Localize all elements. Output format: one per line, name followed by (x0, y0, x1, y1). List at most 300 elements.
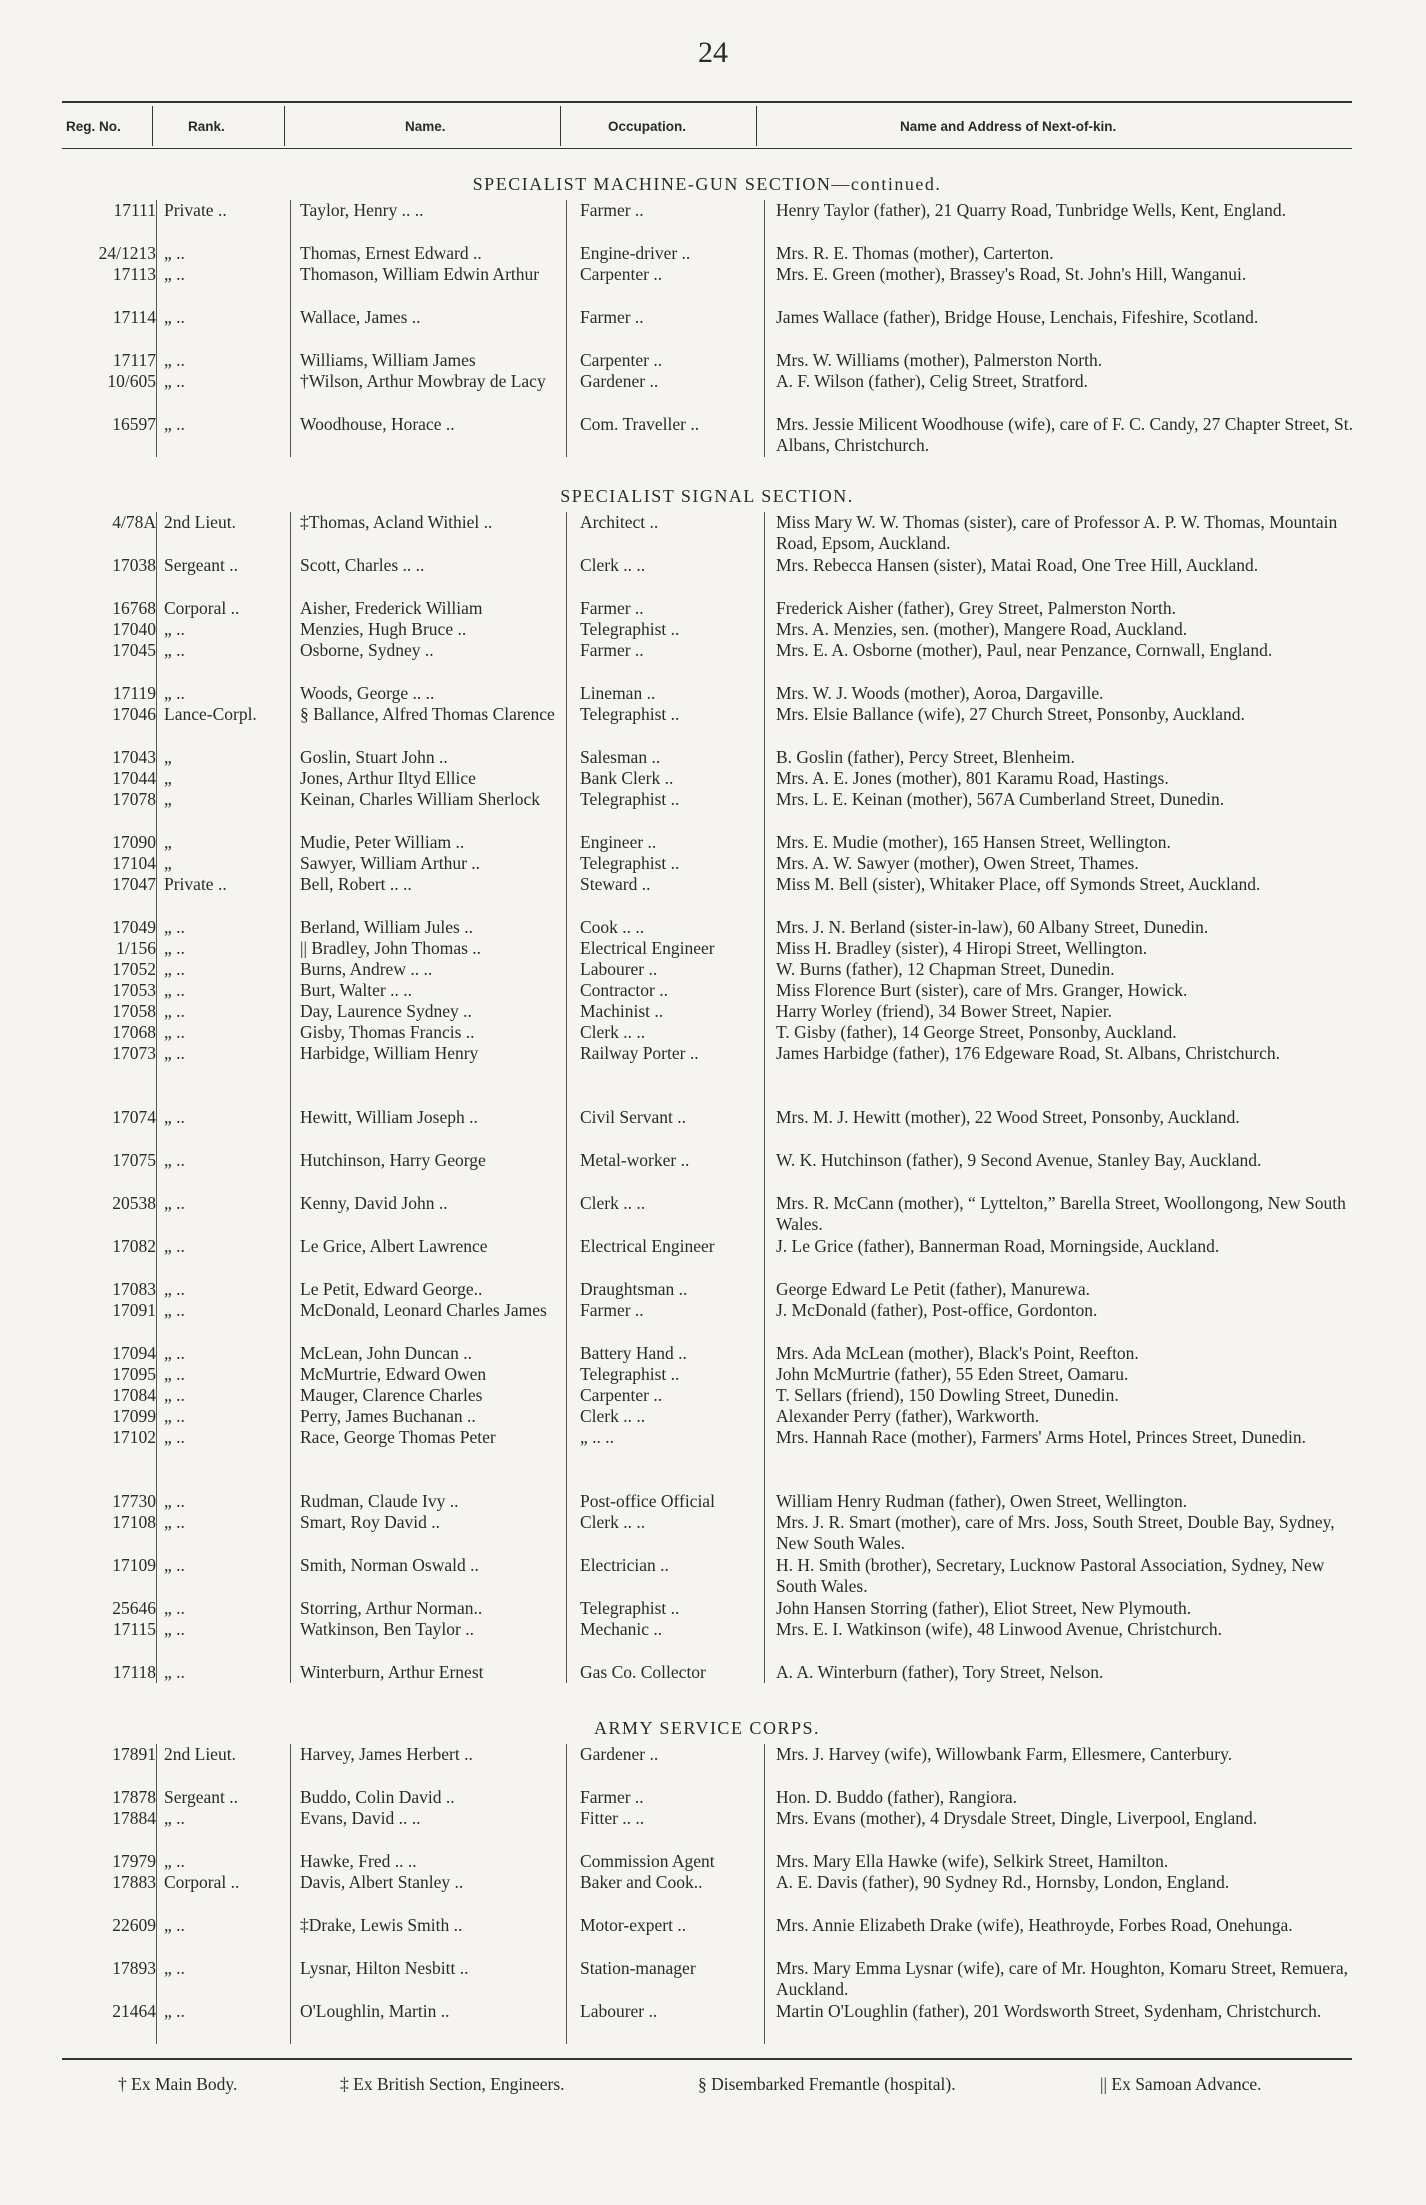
column-divider (156, 200, 157, 457)
table-row (0, 598, 1352, 619)
next-of-kin-cell: J. McDonald (father), Post-office, Gordonton. (776, 1300, 1098, 1320)
rank-cell: 2nd Lieut. (164, 1744, 236, 1764)
reg-no-cell: 17044 (112, 768, 156, 788)
next-of-kin-cell: A. F. Wilson (father), Celig Street, Stratford. (776, 371, 1089, 391)
occupation-cell: Telegraphist .. (580, 1598, 680, 1618)
table-row (0, 1364, 1352, 1385)
reg-no-cell: 21464 (112, 2001, 156, 2021)
reg-no-cell: 17058 (112, 1001, 156, 1021)
table-row (0, 1193, 1352, 1236)
next-of-kin-cell: James Wallace (father), Bridge House, Lenchais, Fifeshire, Scotland. (776, 307, 1259, 327)
name-cell: Winterburn, Arthur Ernest (300, 1662, 484, 1682)
next-of-kin-cell: Miss Florence Burt (sister), care of Mrs. Granger, Howick. (776, 980, 1188, 1000)
table-row (0, 1300, 1352, 1343)
reg-no-cell: 17114 (112, 307, 156, 327)
table-row (0, 747, 1352, 768)
reg-no-cell: 17979 (112, 1851, 156, 1871)
next-of-kin-cell: Mrs. Hannah Race (mother), Farmers' Arms Hotel, Princes Street, Dunedin. (776, 1427, 1306, 1447)
section-body (0, 200, 1352, 457)
table-row (0, 1491, 1352, 1512)
rank-cell: „ (164, 853, 172, 873)
occupation-cell: Architect .. (580, 512, 659, 532)
next-of-kin-cell: John Hansen Storring (father), Eliot Street, New Plymouth. (776, 1598, 1192, 1618)
column-divider (764, 1744, 765, 2044)
column-divider (756, 106, 757, 146)
footnote-rule (62, 2058, 1352, 2060)
reg-no-cell: 17082 (112, 1236, 156, 1256)
rank-cell: „ (164, 789, 172, 809)
next-of-kin-cell: Mrs. J. N. Berland (sister-in-law), 60 Albany Street, Dunedin. (776, 917, 1209, 937)
table-row (0, 1619, 1352, 1662)
occupation-cell: Labourer .. (580, 2001, 658, 2021)
table-row (0, 1279, 1352, 1300)
table-row (0, 307, 1352, 350)
rank-cell: „ .. (164, 2001, 185, 2021)
reg-no-cell: 17078 (112, 789, 156, 809)
occupation-cell: Telegraphist .. (580, 1364, 680, 1384)
section-title: ARMY SERVICE CORPS. (594, 1718, 820, 1738)
occupation-cell: Carpenter .. (580, 264, 663, 284)
next-of-kin-cell: Mrs. Mary Ella Hawke (wife), Selkirk Street, Hamilton. (776, 1851, 1169, 1871)
occupation-cell: Commission Agent (580, 1851, 715, 1871)
reg-no-cell: 17047 (112, 874, 156, 894)
name-cell: Perry, James Buchanan .. (300, 1406, 476, 1426)
next-of-kin-cell: Mrs. E. I. Watkinson (wife), 48 Linwood Avenue, Christchurch. (776, 1619, 1223, 1639)
reg-no-cell: 17883 (112, 1872, 156, 1892)
name-cell: Race, George Thomas Peter (300, 1427, 496, 1447)
rank-cell: „ .. (164, 1300, 185, 1320)
reg-no-cell: 22609 (112, 1915, 156, 1935)
reg-no-cell: 25646 (112, 1598, 156, 1618)
occupation-cell: Engine-driver .. (580, 243, 691, 263)
reg-no-cell: 17893 (112, 1958, 156, 1978)
next-of-kin-cell: Mrs. R. McCann (mother), “ Lyttelton,” Barella Street, Woollongong, New South Wales. (776, 1193, 1346, 1234)
next-of-kin-cell: Mrs. Mary Emma Lysnar (wife), care of Mr. Houghton, Komaru Street, Remuera, Auckland. (776, 1958, 1348, 1999)
table-row (0, 200, 1352, 243)
table-row (0, 1406, 1352, 1427)
reg-no-cell: 17052 (112, 959, 156, 979)
rank-cell: „ .. (164, 350, 185, 370)
reg-no-cell: 17119 (112, 683, 156, 703)
table-row (0, 1343, 1352, 1364)
table-row (0, 1872, 1352, 1915)
rank-cell: „ .. (164, 414, 185, 434)
rank-cell: „ .. (164, 1619, 185, 1639)
header-top-rule (62, 101, 1352, 103)
rank-cell: Sergeant .. (164, 1787, 239, 1807)
rank-cell: „ .. (164, 980, 185, 1000)
table-row (0, 1787, 1352, 1808)
table-row (0, 512, 1352, 555)
name-cell: Le Petit, Edward George.. (300, 1279, 483, 1299)
occupation-cell: Machinist .. (580, 1001, 664, 1021)
next-of-kin-cell: Mrs. Elsie Ballance (wife), 27 Church Street, Ponsonby, Auckland. (776, 704, 1245, 724)
next-of-kin-cell: A. A. Winterburn (father), Tory Street, Nelson. (776, 1662, 1104, 1682)
next-of-kin-cell: John McMurtrie (father), 55 Eden Street, Oamaru. (776, 1364, 1129, 1384)
name-cell: McDonald, Leonard Charles James (300, 1300, 547, 1320)
table-row (0, 938, 1352, 959)
name-cell: Le Grice, Albert Lawrence (300, 1236, 488, 1256)
section-body (0, 1744, 1352, 2044)
rank-cell: „ .. (164, 1851, 185, 1871)
table-row (0, 1427, 1352, 1491)
next-of-kin-cell: Miss H. Bradley (sister), 4 Hiropi Street, Wellington. (776, 938, 1148, 958)
next-of-kin-cell: Hon. D. Buddo (father), Rangiora. (776, 1787, 1018, 1807)
rank-cell: „ (164, 832, 172, 852)
rank-cell: „ .. (164, 1279, 185, 1299)
next-of-kin-cell: Mrs. E. A. Osborne (mother), Paul, near Penzance, Cornwall, England. (776, 640, 1273, 660)
rank-cell: „ .. (164, 1385, 185, 1405)
reg-no-cell: 17046 (112, 704, 156, 724)
table-row (0, 704, 1352, 747)
occupation-cell: Farmer .. (580, 200, 644, 220)
column-divider (566, 512, 567, 1683)
name-cell: ‡Thomas, Acland Withiel .. (300, 512, 493, 532)
reg-no-cell: 16597 (112, 414, 156, 434)
name-cell: Hewitt, William Joseph .. (300, 1107, 478, 1127)
table-row (0, 832, 1352, 853)
next-of-kin-cell: Mrs. E. Green (mother), Brassey's Road, St. John's Hill, Wanganui. (776, 264, 1247, 284)
table-row (0, 1022, 1352, 1043)
table-row (0, 768, 1352, 789)
occupation-cell: Farmer .. (580, 1300, 644, 1320)
name-cell: Buddo, Colin David .. (300, 1787, 455, 1807)
reg-no-cell: 17730 (112, 1491, 156, 1511)
table-row (0, 1744, 1352, 1787)
reg-no-cell: 17038 (112, 555, 156, 575)
name-cell: Day, Laurence Sydney .. (300, 1001, 472, 1021)
next-of-kin-cell: H. H. Smith (brother), Secretary, Lucknow Pastoral Association, Sydney, New South Wales. (776, 1555, 1325, 1596)
occupation-cell: Metal-worker .. (580, 1150, 690, 1170)
reg-no-cell: 17099 (112, 1406, 156, 1426)
reg-no-cell: 17118 (112, 1662, 156, 1682)
reg-no-cell: 17878 (112, 1787, 156, 1807)
table-row (0, 1512, 1352, 1555)
column-header-occupation: Occupation. (608, 119, 687, 134)
rank-cell: „ .. (164, 683, 185, 703)
table-row (0, 414, 1352, 457)
next-of-kin-cell: A. E. Davis (father), 90 Sydney Rd., Hornsby, London, England. (776, 1872, 1230, 1892)
name-cell: || Bradley, John Thomas .. (300, 938, 482, 958)
next-of-kin-cell: T. Sellars (friend), 150 Dowling Street, Dunedin. (776, 1385, 1119, 1405)
reg-no-cell: 17108 (112, 1512, 156, 1532)
reg-no-cell: 17073 (112, 1043, 156, 1063)
table-row (0, 874, 1352, 917)
occupation-cell: Telegraphist .. (580, 853, 680, 873)
next-of-kin-cell: Mrs. A. E. Jones (mother), 801 Karamu Road, Hastings. (776, 768, 1169, 788)
name-cell: Burt, Walter .. .. (300, 980, 412, 1000)
occupation-cell: Engineer .. (580, 832, 657, 852)
reg-no-cell: 17043 (112, 747, 156, 767)
next-of-kin-cell: Mrs. M. J. Hewitt (mother), 22 Wood Street, Ponsonby, Auckland. (776, 1107, 1240, 1127)
next-of-kin-cell: Martin O'Loughlin (father), 201 Wordsworth Street, Sydenham, Christchurch. (776, 2001, 1322, 2021)
rank-cell: „ .. (164, 1555, 185, 1575)
rank-cell: Corporal .. (164, 598, 240, 618)
column-divider (152, 106, 153, 146)
name-cell: Taylor, Henry .. .. (300, 200, 424, 220)
column-divider (764, 200, 765, 457)
rank-cell: „ .. (164, 938, 185, 958)
column-divider (566, 200, 567, 457)
next-of-kin-cell: Mrs. J. Harvey (wife), Willowbank Farm, Ellesmere, Canterbury. (776, 1744, 1233, 1764)
section-title: SPECIALIST MACHINE-GUN SECTION—continued. (472, 174, 942, 194)
name-cell: Keinan, Charles William Sherlock (300, 789, 541, 809)
table-row (0, 853, 1352, 874)
reg-no-cell: 17109 (112, 1555, 156, 1575)
table-row (0, 1150, 1352, 1193)
occupation-cell: Draughtsman .. (580, 1279, 688, 1299)
name-cell: Osborne, Sydney .. (300, 640, 434, 660)
footnote-fremantle: § Disembarked Fremantle (hospital). (698, 2074, 956, 2094)
occupation-cell: Gas Co. Collector (580, 1662, 706, 1682)
header-bottom-rule (62, 148, 1352, 149)
rank-cell: „ .. (164, 1043, 185, 1063)
next-of-kin-cell: W. Burns (father), 12 Chapman Street, Dunedin. (776, 959, 1115, 979)
name-cell: Mudie, Peter William .. (300, 832, 465, 852)
next-of-kin-cell: Mrs. Annie Elizabeth Drake (wife), Heathroyde, Forbes Road, Onehunga. (776, 1915, 1293, 1935)
occupation-cell: Com. Traveller .. (580, 414, 700, 434)
reg-no-cell: 17049 (112, 917, 156, 937)
name-cell: Berland, William Jules .. (300, 917, 473, 937)
name-cell: Lysnar, Hilton Nesbitt .. (300, 1958, 469, 1978)
rank-cell: „ .. (164, 1491, 185, 1511)
table-row (0, 350, 1352, 371)
column-divider (560, 106, 561, 146)
table-row (0, 264, 1352, 307)
reg-no-cell: 17053 (112, 980, 156, 1000)
rank-cell: „ .. (164, 959, 185, 979)
rank-cell: „ .. (164, 1236, 185, 1256)
occupation-cell: Civil Servant .. (580, 1107, 686, 1127)
next-of-kin-cell: W. K. Hutchinson (father), 9 Second Avenue, Stanley Bay, Auckland. (776, 1150, 1262, 1170)
next-of-kin-cell: Mrs. Evans (mother), 4 Drysdale Street, Dingle, Liverpool, England. (776, 1808, 1258, 1828)
occupation-cell: Farmer .. (580, 640, 644, 660)
next-of-kin-cell: Mrs. J. R. Smart (mother), care of Mrs. Joss, South Street, Double Bay, Sydney, New South Wales. (776, 1512, 1335, 1553)
rank-cell: „ .. (164, 1150, 185, 1170)
next-of-kin-cell: Alexander Perry (father), Warkworth. (776, 1406, 1040, 1426)
next-of-kin-cell: Miss M. Bell (sister), Whitaker Place, off Symonds Street, Auckland. (776, 874, 1261, 894)
rank-cell: „ .. (164, 1364, 185, 1384)
reg-no-cell: 10/605 (107, 371, 156, 391)
roll-section (0, 1714, 1352, 2044)
occupation-cell: Farmer .. (580, 307, 644, 327)
occupation-cell: Mechanic .. (580, 1619, 663, 1639)
name-cell: Storring, Arthur Norman.. (300, 1598, 483, 1618)
reg-no-cell: 17113 (112, 264, 156, 284)
occupation-cell: Fitter .. .. (580, 1808, 645, 1828)
roll-section (0, 482, 1352, 1683)
column-divider (156, 1744, 157, 2044)
occupation-cell: Clerk .. .. (580, 1406, 646, 1426)
column-divider (290, 1744, 291, 2044)
occupation-cell: Electrician .. (580, 1555, 669, 1575)
next-of-kin-cell: Mrs. W. Williams (mother), Palmerston North. (776, 350, 1103, 370)
footnote-samoan-advance: || Ex Samoan Advance. (1100, 2074, 1262, 2094)
next-of-kin-cell: Mrs. W. J. Woods (mother), Aoroa, Dargaville. (776, 683, 1104, 703)
page-number: 24 (698, 36, 728, 69)
name-cell: § Ballance, Alfred Thomas Clarence (300, 704, 555, 724)
reg-no-cell: 24/1213 (98, 243, 156, 263)
rank-cell: „ .. (164, 307, 185, 327)
rank-cell: „ .. (164, 1343, 185, 1363)
occupation-cell: Telegraphist .. (580, 619, 680, 639)
reg-no-cell: 17095 (112, 1364, 156, 1384)
rank-cell: „ .. (164, 1662, 185, 1682)
next-of-kin-cell: Mrs. Rebecca Hansen (sister), Matai Road, One Tree Hill, Auckland. (776, 555, 1259, 575)
name-cell: Goslin, Stuart John .. (300, 747, 448, 767)
reg-no-cell: 1/156 (116, 938, 156, 958)
next-of-kin-cell: Mrs. E. Mudie (mother), 165 Hansen Street, Wellington. (776, 832, 1171, 852)
occupation-cell: Contractor .. (580, 980, 668, 1000)
next-of-kin-cell: Mrs. A. Menzies, sen. (mother), Mangere Road, Auckland. (776, 619, 1188, 639)
reg-no-cell: 17075 (112, 1150, 156, 1170)
name-cell: Thomas, Ernest Edward .. (300, 243, 482, 263)
table-row (0, 1851, 1352, 1872)
occupation-cell: Battery Hand .. (580, 1343, 687, 1363)
name-cell: Aisher, Frederick William (300, 598, 483, 618)
rank-cell: „ .. (164, 619, 185, 639)
occupation-cell: Bank Clerk .. (580, 768, 674, 788)
next-of-kin-cell: Mrs. A. W. Sawyer (mother), Owen Street, Thames. (776, 853, 1139, 873)
table-row (0, 1043, 1352, 1107)
reg-no-cell: 17090 (112, 832, 156, 852)
rank-cell: „ .. (164, 917, 185, 937)
reg-no-cell: 17040 (112, 619, 156, 639)
reg-no-cell: 4/78A (112, 512, 156, 532)
rank-cell: „ .. (164, 1193, 185, 1213)
column-divider (284, 106, 285, 146)
column-divider (156, 512, 157, 1683)
rank-cell: „ .. (164, 1512, 185, 1532)
name-cell: Rudman, Claude Ivy .. (300, 1491, 459, 1511)
table-row (0, 1001, 1352, 1022)
occupation-cell: Salesman .. (580, 747, 661, 767)
rank-cell: „ .. (164, 371, 185, 391)
table-row (0, 683, 1352, 704)
table-row (0, 1915, 1352, 1958)
rank-cell: „ .. (164, 1107, 185, 1127)
section-title: SPECIALIST SIGNAL SECTION. (560, 486, 854, 506)
rank-cell: „ .. (164, 1427, 185, 1447)
next-of-kin-cell: T. Gisby (father), 14 George Street, Ponsonby, Auckland. (776, 1022, 1177, 1042)
name-cell: ‡Drake, Lewis Smith .. (300, 1915, 463, 1935)
occupation-cell: Clerk .. .. (580, 1022, 646, 1042)
reg-no-cell: 17104 (112, 853, 156, 873)
next-of-kin-cell: J. Le Grice (father), Bannerman Road, Morningside, Auckland. (776, 1236, 1220, 1256)
name-cell: Harbidge, William Henry (300, 1043, 479, 1063)
column-divider (290, 200, 291, 457)
reg-no-cell: 17074 (112, 1107, 156, 1127)
rank-cell: „ .. (164, 1022, 185, 1042)
rank-cell: „ .. (164, 1915, 185, 1935)
next-of-kin-cell: Frederick Aisher (father), Grey Street, Palmerston North. (776, 598, 1176, 618)
occupation-cell: Gardener .. (580, 1744, 659, 1764)
name-cell: Sawyer, William Arthur .. (300, 853, 481, 873)
column-divider (566, 1744, 567, 2044)
reg-no-cell: 20538 (112, 1193, 156, 1213)
reg-no-cell: 17068 (112, 1022, 156, 1042)
name-cell: Gisby, Thomas Francis .. (300, 1022, 475, 1042)
table-row (0, 2001, 1352, 2044)
name-cell: Thomason, William Edwin Arthur (300, 264, 540, 284)
next-of-kin-cell: William Henry Rudman (father), Owen Street, Wellington. (776, 1491, 1188, 1511)
table-row (0, 1662, 1352, 1683)
table-row (0, 371, 1352, 414)
reg-no-cell: 17115 (112, 1619, 156, 1639)
reg-no-cell: 17045 (112, 640, 156, 660)
occupation-cell: Station-manager (580, 1958, 696, 1978)
name-cell: Wallace, James .. (300, 307, 421, 327)
reg-no-cell: 16768 (112, 598, 156, 618)
table-row (0, 789, 1352, 832)
occupation-cell: Cook .. .. (580, 917, 645, 937)
reg-no-cell: 17884 (112, 1808, 156, 1828)
rank-cell: „ .. (164, 1406, 185, 1426)
table-row (0, 1236, 1352, 1279)
occupation-cell: Clerk .. .. (580, 1193, 646, 1213)
column-divider (764, 512, 765, 1683)
column-header-rank: Rank. (188, 119, 225, 134)
next-of-kin-cell: Mrs. L. E. Keinan (mother), 567A Cumberland Street, Dunedin. (776, 789, 1225, 809)
occupation-cell: Gardener .. (580, 371, 659, 391)
occupation-cell: Clerk .. .. (580, 1512, 646, 1532)
name-cell: Smart, Roy David .. (300, 1512, 440, 1532)
table-row (0, 1598, 1352, 1619)
rank-cell: 2nd Lieut. (164, 512, 236, 532)
footnote-british-section: ‡ Ex British Section, Engineers. (340, 2074, 565, 2094)
next-of-kin-cell: Harry Worley (friend), 34 Bower Street, Napier. (776, 1001, 1113, 1021)
name-cell: Kenny, David John .. (300, 1193, 448, 1213)
next-of-kin-cell: James Harbidge (father), 176 Edgeware Road, St. Albans, Christchurch. (776, 1043, 1280, 1063)
occupation-cell: Farmer .. (580, 598, 644, 618)
rank-cell: „ .. (164, 1958, 185, 1978)
footnote-main-body: † Ex Main Body. (118, 2074, 238, 2094)
next-of-kin-cell: Henry Taylor (father), 21 Quarry Road, Tunbridge Wells, Kent, England. (776, 200, 1286, 220)
reg-no-cell: 17111 (113, 200, 156, 220)
name-cell: Watkinson, Ben Taylor .. (300, 1619, 474, 1639)
reg-no-cell: 17102 (112, 1427, 156, 1447)
table-row (0, 917, 1352, 938)
table-row (0, 1107, 1352, 1150)
reg-no-cell: 17117 (112, 350, 156, 370)
table-row (0, 1808, 1352, 1851)
rank-cell: „ .. (164, 1598, 185, 1618)
name-cell: Woods, George .. .. (300, 683, 435, 703)
occupation-cell: Post-office Official (580, 1491, 715, 1511)
table-row (0, 619, 1352, 640)
column-divider (290, 512, 291, 1683)
table-row (0, 1385, 1352, 1406)
name-cell: Woodhouse, Horace .. (300, 414, 455, 434)
occupation-cell: Telegraphist .. (580, 704, 680, 724)
name-cell: Williams, William James (300, 350, 476, 370)
table-row (0, 1958, 1352, 2001)
rank-cell: „ .. (164, 264, 185, 284)
reg-no-cell: 17083 (112, 1279, 156, 1299)
reg-no-cell: 17094 (112, 1343, 156, 1363)
name-cell: Evans, David .. .. (300, 1808, 421, 1828)
rank-cell: Private .. (164, 874, 227, 894)
column-header-reg-no: Reg. No. (66, 119, 121, 134)
name-cell: Burns, Andrew .. .. (300, 959, 433, 979)
reg-no-cell: 17091 (112, 1300, 156, 1320)
table-row (0, 1555, 1352, 1598)
table-row (0, 243, 1352, 264)
table-row (0, 640, 1352, 683)
rank-cell: „ (164, 768, 172, 788)
next-of-kin-cell: George Edward Le Petit (father), Manurewa. (776, 1279, 1091, 1299)
occupation-cell: Lineman .. (580, 683, 656, 703)
